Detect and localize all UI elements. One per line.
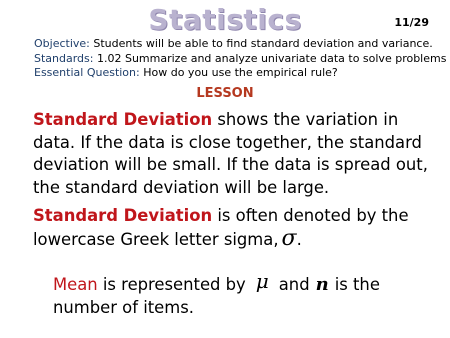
sigma-text: is often denoted by the lowercase Greek letter sigma, (33, 206, 409, 249)
term-standard-deviation-2: Standard Deviation (33, 206, 213, 225)
slide-title: Statistics (148, 3, 302, 36)
standards-line (34, 52, 446, 67)
lesson-heading: LESSON (196, 86, 254, 101)
mean-text-3: is the number of items. (53, 275, 380, 317)
mean-text-1: is represented by (97, 275, 246, 294)
term-standard-deviation: Standard Deviation (33, 110, 213, 129)
standards-text: 1.02 Summarize and analyze univariate data to solve problems (93, 51, 447, 65)
sigma-notation-paragraph (33, 205, 443, 251)
standard-deviation-definition (33, 109, 443, 199)
standards-label: Standards: (34, 51, 94, 65)
essential-question-line (34, 66, 446, 81)
slide-header-info (34, 37, 446, 81)
objective-text: Students will be able to find standard deviation and variance. (89, 37, 433, 50)
mu-symbol: μ (255, 269, 269, 293)
mean-text-2: and (278, 275, 310, 294)
mean-notation-paragraph (53, 270, 433, 319)
objective-label: Objective: (34, 37, 90, 50)
page-number: 11/29 (394, 16, 429, 29)
term-mean: Mean (53, 275, 98, 294)
objective-line (34, 37, 446, 52)
sigma-period: . (296, 229, 302, 249)
essential-question-text: How do you use the empirical rule? (139, 66, 338, 79)
essential-question-label: Essential Question: (34, 66, 140, 79)
n-symbol: n (315, 274, 329, 295)
sigma-symbol: σ (281, 225, 297, 251)
definition-text: shows the variation in data. If the data is close together, the standard deviation will be small. If the data is spread out, the standard deviation will be large. (33, 110, 428, 197)
